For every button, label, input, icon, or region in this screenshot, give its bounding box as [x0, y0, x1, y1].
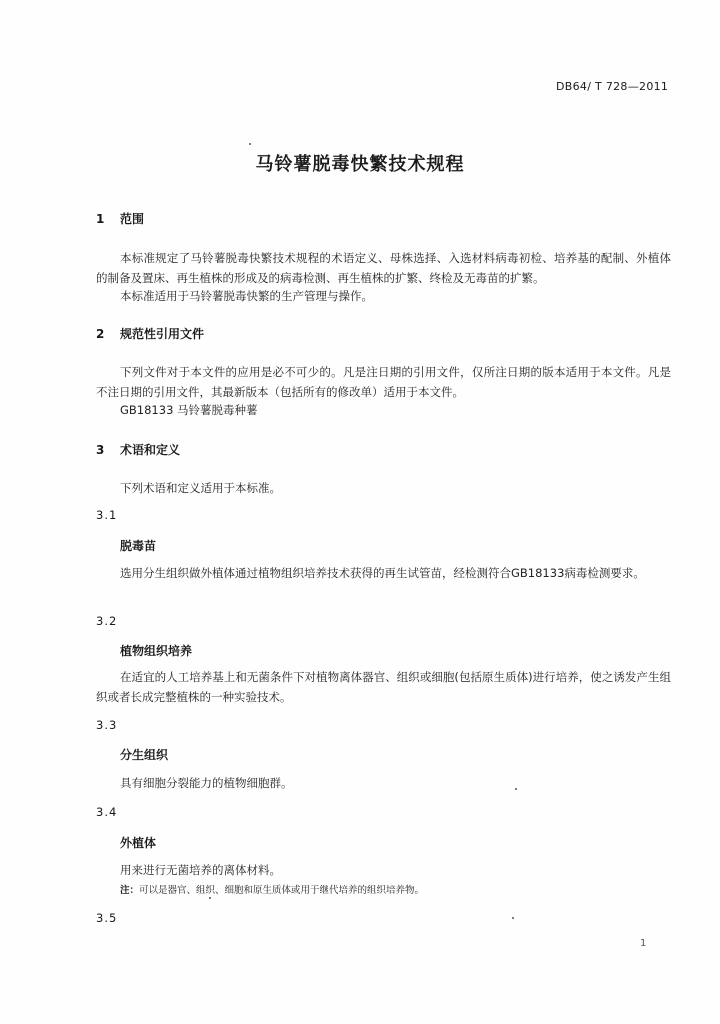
- term-name: 植物组织培养: [120, 644, 193, 658]
- term-definition: 具有细胞分裂能力的植物细胞群。: [120, 776, 293, 790]
- term-note: [120, 882, 424, 896]
- term-definition: 用来进行无菌培养的离体材料。: [120, 863, 281, 877]
- section-title: 规范性引用文件: [120, 327, 205, 341]
- scan-speck: [249, 143, 251, 145]
- section-3-intro: 下列术语和定义适用于本标准。: [120, 481, 281, 495]
- term-number: 3.5: [96, 911, 118, 925]
- section-1-paragraph-2: 本标准适用于马铃薯脱毒快繁的生产管理与操作。: [120, 289, 373, 303]
- term-name: 分生组织: [120, 748, 169, 762]
- section-number: 2: [96, 327, 105, 341]
- section-title: 术语和定义: [120, 443, 181, 457]
- scan-speck: [515, 788, 517, 790]
- note-text: 可以是器官、组织、细胞和原生质体或用于继代培养的组织培养物。: [139, 885, 425, 896]
- term-number: 3.4: [96, 805, 118, 819]
- term-number: 3.1: [96, 508, 118, 522]
- term-name: 外植体: [120, 836, 157, 850]
- section-2-reference: GB18133 马铃薯脱毒种薯: [120, 403, 258, 417]
- term-definition: 在适宜的人工培养基上和无菌条件下对植物离体器官、组织或细胞(包括原生质体)进行培养，使之诱发产生组织或者长成完整植株的一种实验技术。: [96, 670, 671, 704]
- scan-speck: [209, 897, 211, 899]
- term-definition: 选用分生组织做外植体通过植物组织培养技术获得的再生试管苗，经检测符合GB18133病毒检测要求。: [120, 566, 645, 580]
- term-number: 3.3: [96, 718, 118, 732]
- section-number: 1: [96, 212, 105, 226]
- section-3-heading: [96, 441, 180, 458]
- term-name: 脱毒苗: [120, 539, 157, 553]
- section-1-heading: [96, 210, 144, 227]
- note-label: 注：: [120, 885, 140, 896]
- document-number: DB64/ T 728—2011: [556, 80, 669, 93]
- section-number: 3: [96, 443, 105, 457]
- section-2-heading: [96, 325, 204, 342]
- page-number: 1: [640, 938, 647, 949]
- document-title: 马铃薯脱毒快繁技术规程: [255, 154, 465, 175]
- section-title: 范围: [120, 212, 145, 226]
- section-1-paragraph-1: 本标准规定了马铃薯脱毒快繁技术规程的术语定义、母株选择、入选材料病毒初检、培养基的配制、外植体的制备及置床、再生植株的形成及的病毒检测、再生植株的扩繁、终检及无毒苗的扩繁。: [96, 251, 671, 285]
- section-2-paragraph-1: 下列文件对于本文件的应用是必不可少的。凡是注日期的引用文件，仅所注日期的版本适用于本文件。凡是不注日期的引用文件，其最新版本（包括所有的修改单）适用于本文件。: [96, 365, 671, 399]
- scan-speck: [512, 917, 514, 919]
- term-number: 3.2: [96, 614, 118, 628]
